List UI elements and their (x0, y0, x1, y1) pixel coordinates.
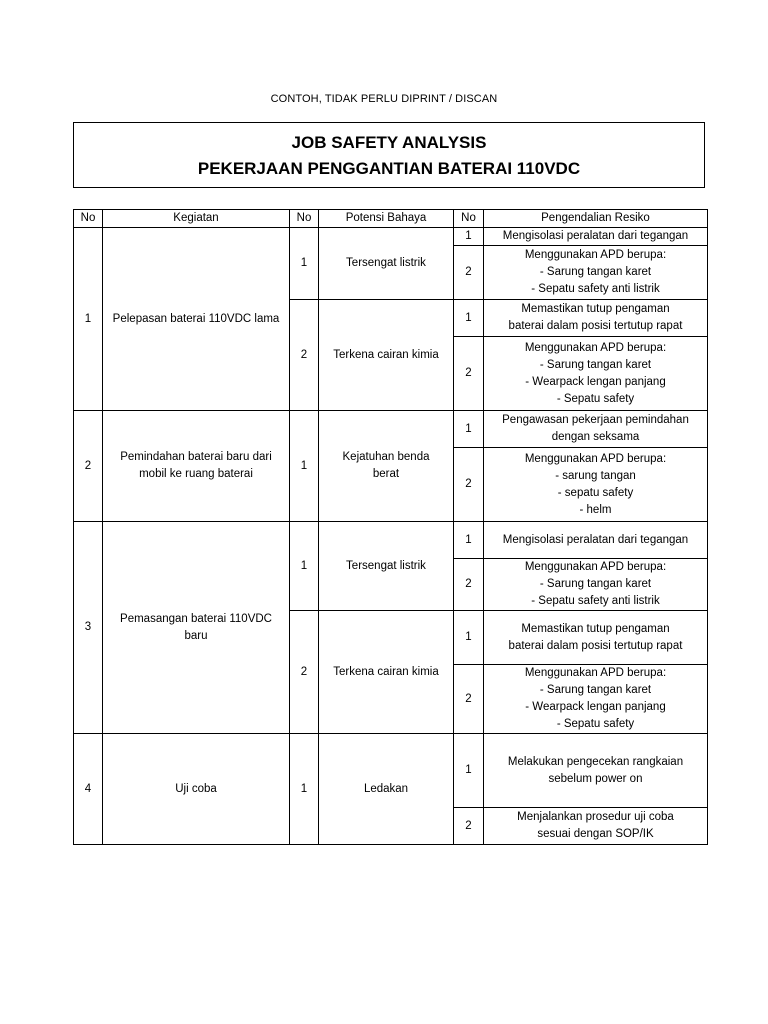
control-line: Melakukan pengecekan rangkaian (507, 755, 684, 768)
activity-name: Pelepasan baterai 110VDC lama (103, 228, 290, 411)
control-line: Menggunakan APD berupa: (524, 341, 667, 354)
hazard-no: 1 (290, 522, 319, 611)
control-no: 1 (454, 228, 484, 246)
control-measure (484, 559, 708, 611)
document-title: JOB SAFETY ANALYSIS (291, 133, 487, 152)
control-line: - sarung tangan (555, 469, 636, 482)
activity-no: 3 (74, 522, 103, 734)
control-line: - Sarung tangan karet (539, 578, 652, 590)
print-note: CONTOH, TIDAK PERLU DIPRINT / DISCAN (270, 93, 498, 105)
control-line: Memastikan tutup pengaman (521, 303, 670, 315)
header-control-no: No (454, 210, 484, 228)
control-line: Menggunakan APD berupa: (524, 667, 667, 679)
activity-no: 1 (74, 228, 103, 411)
control-no: 2 (454, 665, 484, 734)
hazard-no: 2 (290, 300, 319, 411)
hazard-no: 1 (290, 734, 319, 845)
control-line: dengan seksama (551, 431, 640, 443)
document-subtitle: PEKERJAAN PENGGANTIAN BATERAI 110VDC (197, 159, 581, 178)
title-box (73, 122, 705, 188)
activity-name: Pemasangan baterai 110VDC baru (103, 522, 290, 734)
control-measure (484, 246, 708, 300)
control-line: Memastikan tutup pengaman (521, 622, 670, 635)
control-no: 1 (454, 411, 484, 448)
control-line: - Sepatu safety (556, 392, 635, 405)
control-line: baterai dalam posisi tertutup rapat (508, 320, 683, 332)
control-line: - Sarung tangan karet (539, 266, 652, 278)
header-potensi-bahaya: Potensi Bahaya (319, 210, 454, 228)
activity-name: Uji coba (103, 734, 290, 845)
control-line: sebelum power on (548, 772, 643, 785)
hazard-name: Terkena cairan kimia (319, 611, 454, 734)
control-no: 1 (454, 734, 484, 808)
table-row (74, 522, 708, 559)
hazard-name: Tersengat listrik (319, 522, 454, 611)
control-line: Mengisolasi peralatan dari tegangan (502, 230, 689, 242)
hazard-name: Tersengat listrik (319, 228, 454, 300)
control-line: Menggunakan APD berupa: (524, 249, 667, 261)
table-row (74, 228, 708, 246)
control-line: - Sepatu safety anti listrik (531, 595, 660, 607)
control-line: - helm (579, 503, 612, 516)
control-line: - Sarung tangan karet (539, 684, 652, 696)
jsa-table (73, 209, 708, 845)
control-measure (484, 448, 708, 522)
hazard-no: 1 (290, 411, 319, 522)
control-measure (484, 611, 708, 665)
control-line: - Wearpack lengan panjang (525, 375, 666, 388)
control-line: Menjalankan prosedur uji coba (517, 811, 674, 823)
control-line: - Sarung tangan karet (539, 358, 652, 371)
control-no: 1 (454, 300, 484, 337)
control-measure (484, 665, 708, 734)
control-measure (484, 228, 708, 246)
header-no: No (74, 210, 103, 228)
control-no: 2 (454, 808, 484, 845)
hazard-name: Ledakan (319, 734, 454, 845)
control-no: 2 (454, 559, 484, 611)
control-measure (484, 411, 708, 448)
hazard-name: Terkena cairan kimia (319, 300, 454, 411)
table-row (74, 411, 708, 448)
hazard-name: Kejatuhan benda berat (319, 411, 454, 522)
control-no: 2 (454, 448, 484, 522)
control-line: Pengawasan pekerjaan pemindahan (502, 414, 689, 426)
control-no: 2 (454, 246, 484, 300)
control-measure (484, 734, 708, 808)
activity-no: 4 (74, 734, 103, 845)
table-body (74, 228, 708, 845)
control-no: 1 (454, 611, 484, 665)
control-line: - sepatu safety (557, 486, 634, 499)
control-line: sesuai dengan SOP/IK (537, 828, 654, 840)
control-line: - Sepatu safety (556, 718, 635, 730)
control-measure (484, 300, 708, 337)
control-line: - Wearpack lengan panjang (525, 701, 666, 713)
control-measure (484, 808, 708, 845)
activity-no: 2 (74, 411, 103, 522)
hazard-no: 1 (290, 228, 319, 300)
hazard-no: 2 (290, 611, 319, 734)
control-no: 2 (454, 337, 484, 411)
header-hazard-no: No (290, 210, 319, 228)
activity-name: Pemindahan baterai baru dari mobil ke ruang baterai (103, 411, 290, 522)
control-line: baterai dalam posisi tertutup rapat (508, 639, 683, 652)
control-measure (484, 337, 708, 411)
control-measure (484, 522, 708, 559)
control-no: 1 (454, 522, 484, 559)
header-pengendalian-resiko: Pengendalian Resiko (484, 210, 708, 228)
table-row (74, 734, 708, 808)
control-line: - Sepatu safety anti listrik (531, 283, 660, 295)
control-line: Mengisolasi peralatan dari tegangan (502, 533, 689, 546)
header-kegiatan: Kegiatan (103, 210, 290, 228)
table-header-row (74, 210, 708, 228)
control-line: Menggunakan APD berupa: (524, 561, 667, 573)
control-line: Menggunakan APD berupa: (524, 452, 667, 465)
